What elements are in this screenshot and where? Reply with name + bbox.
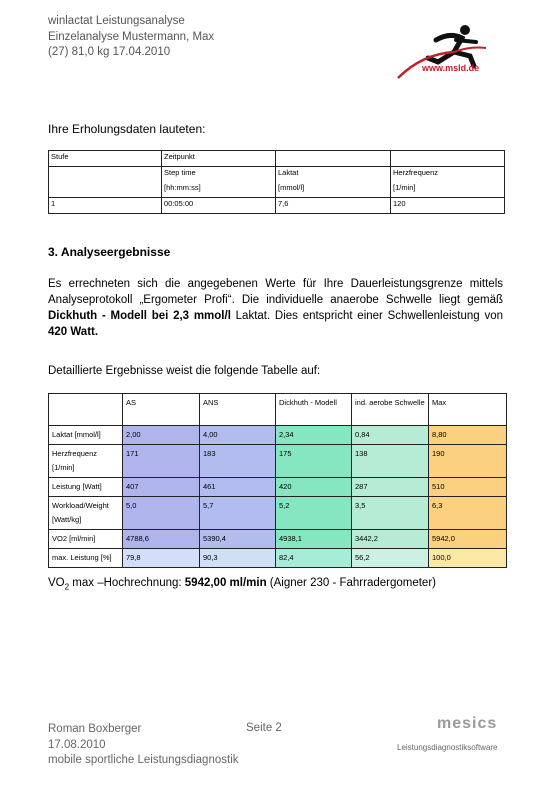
footer-tagline: mobile sportliche Leistungsdiagnostik — [48, 754, 239, 766]
row-label: max. Leistung [%] — [49, 549, 123, 568]
table-cell — [49, 182, 162, 198]
table-cell: 5390,4 — [200, 530, 276, 549]
vo2-label: max –Hochrechnung: — [69, 577, 185, 589]
table-cell: Laktat — [276, 167, 391, 183]
table-cell: [hh:mm:ss] — [162, 182, 276, 198]
row-label: Laktat [mmol/l] — [49, 426, 123, 445]
table-cell: 100,0 — [429, 549, 507, 568]
table-row — [49, 167, 505, 183]
table-cell: 5942,0 — [429, 530, 507, 549]
recovery-heading: Ihre Erholungsdaten lauteten: — [48, 122, 206, 136]
paragraph-bold-model: Dickhuth - Modell bei 2,3 mmol/l — [48, 310, 231, 322]
table-cell: 183 — [200, 445, 276, 478]
table-cell: [mmol/l] — [276, 182, 391, 198]
vo2max-line — [48, 577, 436, 591]
table-row — [49, 151, 505, 167]
table-cell: 0,84 — [352, 426, 429, 445]
document-footer — [48, 722, 239, 769]
table-cell: 5,0 — [123, 497, 200, 530]
table-header-row — [49, 394, 507, 426]
table-cell: Stufe — [49, 151, 162, 167]
table-cell: Step time — [162, 167, 276, 183]
paragraph-text: Es errechneten sich die angegebenen Werte für Ihre Dauerleistungsgrenze mittels Analyseprotokoll „Ergometer Profi“. Die individuelle anaerobe Schwelle liegt gemäß — [48, 278, 503, 306]
row-label: Leistung [Watt] — [49, 478, 123, 497]
page-number: Seite 2 — [246, 722, 282, 734]
table-cell: 90,3 — [200, 549, 276, 568]
table-cell: 120 — [391, 198, 505, 214]
table-cell: 3442,2 — [352, 530, 429, 549]
table-cell: 79,8 — [123, 549, 200, 568]
table-cell: 00:05:00 — [162, 198, 276, 214]
table-cell: 171 — [123, 445, 200, 478]
table-cell: 175 — [276, 445, 352, 478]
vo2-subscript: 2 — [64, 582, 70, 592]
table-header-cell: ANS — [200, 394, 276, 426]
table-header-cell: AS — [123, 394, 200, 426]
table-cell: 461 — [200, 478, 276, 497]
table-header-cell — [49, 394, 123, 426]
table-cell: [1/min] — [391, 182, 505, 198]
table-header-cell: ind. aerobe Schwelle — [352, 394, 429, 426]
table-row — [49, 426, 507, 445]
section-heading: 3. Analyseergebnisse — [48, 245, 171, 259]
table-cell: 7,6 — [276, 198, 391, 214]
table-row — [49, 445, 507, 478]
table-cell: 3,5 — [352, 497, 429, 530]
table-cell: 510 — [429, 478, 507, 497]
table-cell: 8,80 — [429, 426, 507, 445]
table-cell: 1 — [49, 198, 162, 214]
table-cell: 6,3 — [429, 497, 507, 530]
table-header-cell: Max — [429, 394, 507, 426]
paragraph-bold-watt: 420 Watt. — [48, 326, 99, 338]
table-row — [49, 478, 507, 497]
table-cell: 138 — [352, 445, 429, 478]
header-line-title: winlactat Leistungsanalyse — [48, 15, 185, 27]
header-line-subject: Einzelanalyse Mustermann, Max — [48, 30, 215, 43]
runner-logo-icon — [392, 22, 502, 82]
table-row — [49, 530, 507, 549]
row-label: VO2 [ml/min] — [49, 530, 123, 549]
table-row — [49, 198, 505, 214]
row-label: Workload/Weight [Watt/kg] — [49, 497, 123, 530]
table-cell: 287 — [352, 478, 429, 497]
header-line-details: (27) 81,0 kg 17.04.2010 — [48, 46, 171, 58]
table-cell: 4788,6 — [123, 530, 200, 549]
table-cell: 5,7 — [200, 497, 276, 530]
results-table — [48, 393, 507, 568]
table-cell — [276, 151, 391, 167]
mesics-tagline: Leistungsdiagnostiksoftware — [397, 743, 498, 752]
table-cell: 2,00 — [123, 426, 200, 445]
vo2-suffix: (Aigner 230 - Fahrradergometer) — [266, 577, 436, 589]
document-header — [48, 14, 214, 61]
paragraph-text: Laktat. Dies entspricht einer Schwellenleistung von — [230, 310, 503, 322]
table-cell: 56,2 — [352, 549, 429, 568]
row-label: Herzfrequenz [1/min] — [49, 445, 123, 478]
vo2-prefix: VO — [48, 577, 65, 589]
table-row — [49, 182, 505, 198]
table-cell: Herzfrequenz — [391, 167, 505, 183]
mesics-logo: mesics — [437, 715, 498, 732]
table-cell: Zeitpunkt — [162, 151, 276, 167]
table-cell — [49, 167, 162, 183]
table-cell: 420 — [276, 478, 352, 497]
table-row — [49, 549, 507, 568]
recovery-table — [48, 150, 505, 214]
vo2-value: 5942,00 ml/min — [184, 577, 267, 589]
table-cell: 4,00 — [200, 426, 276, 445]
footer-author: Roman Boxberger — [48, 723, 142, 735]
table-cell: 2,34 — [276, 426, 352, 445]
table-cell: 4938,1 — [276, 530, 352, 549]
table-cell: 407 — [123, 478, 200, 497]
table-header-cell: Dickhuth - Modell — [276, 394, 352, 426]
table-cell: 5,2 — [276, 497, 352, 530]
table-cell: 190 — [429, 445, 507, 478]
analysis-paragraph — [48, 276, 503, 340]
table-cell: 82,4 — [276, 549, 352, 568]
table-row — [49, 497, 507, 530]
detail-heading: Detaillierte Ergebnisse weist die folgende Tabelle auf: — [48, 365, 321, 377]
footer-date: 17.08.2010 — [48, 738, 106, 751]
logo-url: www.msld.de — [422, 63, 480, 73]
table-cell — [391, 151, 505, 167]
